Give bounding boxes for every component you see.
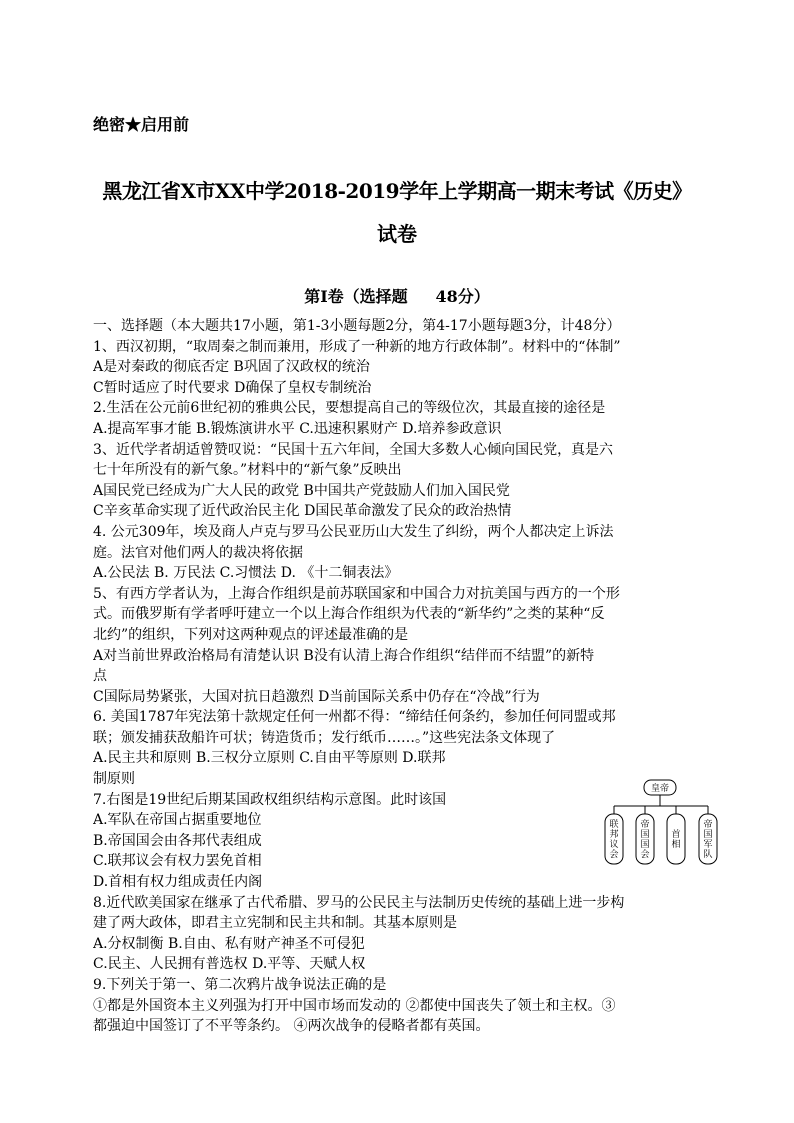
text-line: A.分权制衡 B.自由、私有财产神圣不可侵犯 <box>93 935 365 952</box>
text-line: B.帝国国会由各邦代表组成 <box>93 832 262 849</box>
text-line: A是对秦政的彻底否定 B巩固了汉政权的统治 <box>93 359 370 376</box>
text-line: 4. 公元309年，埃及商人卢克与罗马公民亚历山大发生了纠纷，两个人都决定上诉法 <box>93 523 614 540</box>
text-line: D.首相有权力组成责任内阁 <box>93 874 263 891</box>
diagram-box-label: 帝国国会 <box>640 820 650 860</box>
text-line: ①都是外国资本主义列强为打开中国市场而发动的 ②都使中国丧失了领土和主权。③ <box>93 997 616 1014</box>
text-line: 3、近代学者胡适曾赞叹说：“民国十五六年间，全国大多数人心倾向国民党，真是六 <box>93 441 614 458</box>
text-line: 庭。法官对他们两人的裁决将依据 <box>93 544 303 561</box>
text-line: C.民主、人民拥有普选权 D.平等、天赋人权 <box>93 956 366 973</box>
text-line: C暂时适应了时代要求 D确保了皇权专制统治 <box>93 379 372 396</box>
exam-title-line2: 试卷 <box>377 222 417 246</box>
text-line: 7.右图是19世纪后期某国政权组织结构示意图。此时该国 <box>93 791 447 808</box>
text-line: C.联邦议会有权力罢免首相 <box>93 853 262 870</box>
text-line: C辛亥革命实现了近代政治民主化 D国民革命激发了民众的政治热情 <box>93 503 512 520</box>
text-line: 2.生活在公元前6世纪初的雅典公民，要想提高自己的等级位次，其最直接的途径是 <box>93 400 606 417</box>
text-line: 8.近代欧美国家在继承了古代希腊、罗马的公民民主与法制历史传统的基础上进一步构 <box>93 894 625 911</box>
text-line: 联；颁发捕获敌船许可状；铸造货币；发行纸币……。”这些宪法条文体现了 <box>93 729 556 746</box>
diagram-top-label: 皇帝 <box>650 784 670 794</box>
text-line: A国民党已经成为广大人民的政党 B中国共产党鼓励人们加入国民党 <box>93 482 510 499</box>
text-line: A.军队在帝国占据重要地位 <box>93 812 262 829</box>
text-line: 都强迫中国签订了不平等条约。 ④两次战争的侵略者都有英国。 <box>93 1018 490 1035</box>
secret-label: 绝密★启用前 <box>93 115 190 134</box>
text-line: 5、有西方学者认为，上海合作组织是前苏联国家和中国合力对抗美国与西方的一个形 <box>93 585 620 602</box>
diagram-box-label: 首相 <box>671 830 681 850</box>
text-line: 一、选择题（本大题共17小题，第1-3小题每题2分，第4-17小题每题3分，计48分） <box>93 318 621 334</box>
text-line: C国际局势紧张，大国对抗日趋激烈 D当前国际关系中仍存在“冷战”行为 <box>93 688 540 705</box>
text-line: 点 <box>93 668 107 685</box>
diagram-box-label: 帝国军队 <box>703 820 713 860</box>
text-line: 建了两大政体，即君主立宪制和民主共和制。其基本原则是 <box>93 915 457 932</box>
text-line: 式。而俄罗斯有学者呼吁建立一个以上海合作组织为代表的“新华约”之类的某种“反 <box>93 606 605 623</box>
text-line: A.民主共和原则 B.三权分立原则 C.自由平等原则 D.联邦 <box>93 750 446 767</box>
text-line: 9.下列关于第一、第二次鸦片战争说法正确的是 <box>93 977 387 993</box>
section-title: 第Ⅰ卷（选择题 48分） <box>304 287 490 306</box>
exam-title-line1: 黑龙江省X市XX中学2018-2019学年上学期高一期末考试《历史》 <box>102 179 692 203</box>
diagram-box-label: 联邦议会 <box>609 820 619 860</box>
government-structure-diagram <box>600 778 720 868</box>
text-line: 制原则 <box>93 771 135 788</box>
text-line: 北约”的组织，下列对这两种观点的评述最准确的是 <box>93 626 409 643</box>
text-line: A.公民法 B. 万民法 C.习惯法 D. 《十二铜表法》 <box>93 565 399 582</box>
question-body <box>93 316 705 1037</box>
text-line: A对当前世界政治格局有清楚认识 B没有认清上海合作组织“结伴而不结盟”的新特 <box>93 647 595 664</box>
text-line: 七十年所没有的新气象。”材料中的“新气象”反映出 <box>93 462 402 479</box>
text-line: 6. 美国1787年宪法第十款规定任何一州都不得：“缔结任何条约，参加任何同盟或邦 <box>93 709 616 726</box>
text-line: A.提高军事才能 B.锻炼演讲水平 C.迅速积累财产 D.培养参政意识 <box>93 420 502 437</box>
text-line: 1、西汉初期，“取周秦之制而兼用，形成了一种新的地方行政体制”。材料中的“体制” <box>93 338 621 355</box>
